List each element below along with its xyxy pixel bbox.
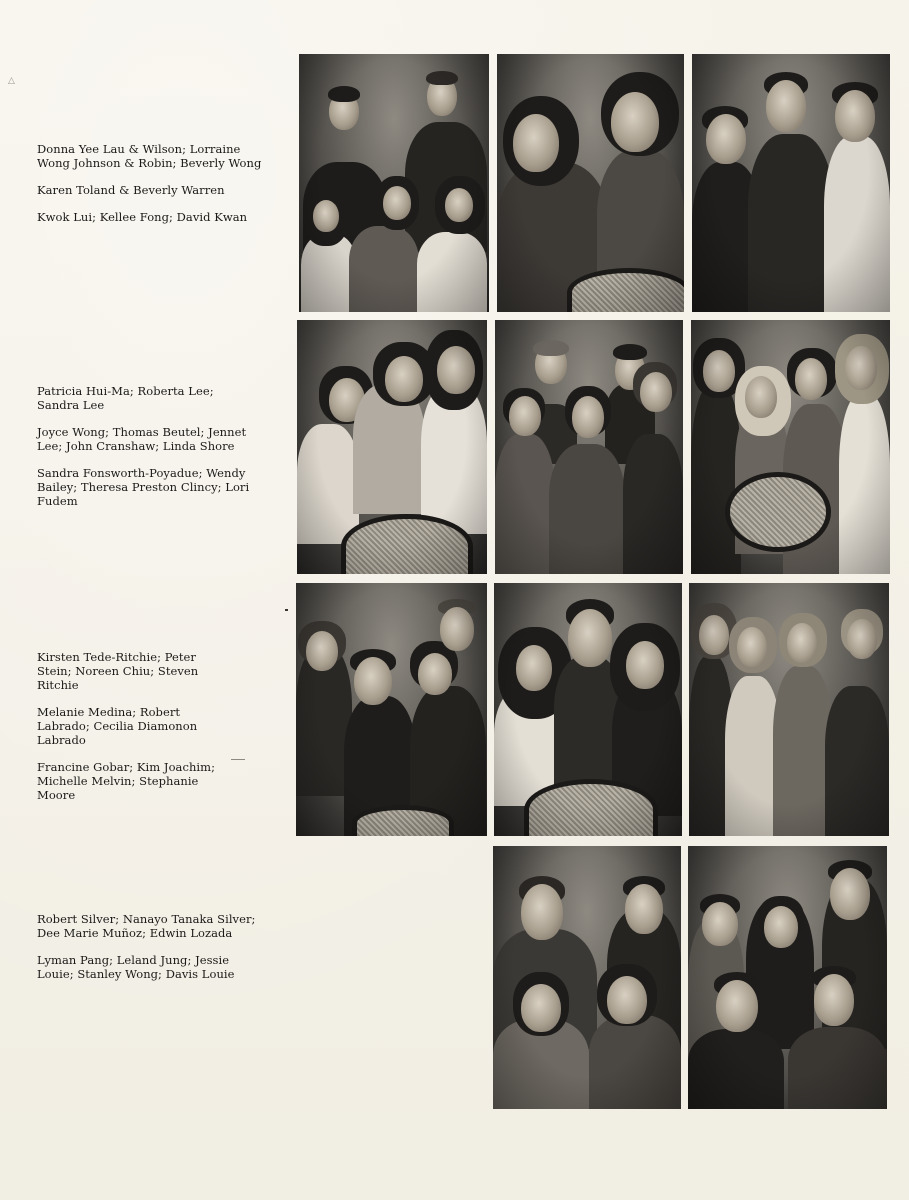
caption: Donna Yee Lau & Wilson; Lorraine Wong Johnson & Robin; Beverly Wong	[37, 142, 262, 170]
caption: Kwok Lui; Kellee Fong; David Kwan	[37, 210, 248, 224]
group-photo	[689, 583, 889, 836]
caption-group-row-2	[37, 384, 287, 521]
group-photo	[688, 846, 887, 1109]
caption: Robert Silver; Nanayo Tanaka Silver; Dee Marie Muñoz; Edwin Lozada	[37, 912, 256, 940]
caption: Lyman Pang; Leland Jung; Jessie Louie; Stanley Wong; Davis Louie	[37, 953, 235, 981]
pencil-mark	[231, 759, 245, 760]
group-photo	[692, 54, 890, 312]
group-photo	[691, 320, 890, 574]
caption-group-row-3	[37, 650, 287, 815]
caption: Patricia Hui-Ma; Roberta Lee; Sandra Lee	[37, 384, 214, 412]
group-photo	[497, 54, 684, 312]
group-photo	[296, 583, 487, 836]
group-photo	[297, 320, 487, 574]
ink-dot	[285, 609, 288, 611]
group-photo	[299, 54, 489, 312]
caption: Sandra Fonsworth-Poyadue; Wendy Bailey; Theresa Preston Clincy; Lori Fudem	[37, 466, 250, 508]
caption: Kirsten Tede-Ritchie; Peter Stein; Noreen Chiu; Steven Ritchie	[37, 650, 199, 692]
caption: Joyce Wong; Thomas Beutel; Jennet Lee; John Cranshaw; Linda Shore	[37, 425, 247, 453]
caption-group-row-4	[37, 912, 287, 994]
caption: Francine Gobar; Kim Joachim; Michelle Melvin; Stephanie Moore	[37, 760, 216, 802]
caption-group-row-1	[37, 142, 287, 237]
group-photo	[493, 846, 681, 1109]
caption: Karen Toland & Beverly Warren	[37, 183, 225, 197]
corner-mark: △	[8, 76, 15, 86]
group-photo	[495, 320, 683, 574]
caption: Melanie Medina; Robert Labrado; Cecilia Diamonon Labrado	[37, 705, 198, 747]
group-photo	[494, 583, 682, 836]
